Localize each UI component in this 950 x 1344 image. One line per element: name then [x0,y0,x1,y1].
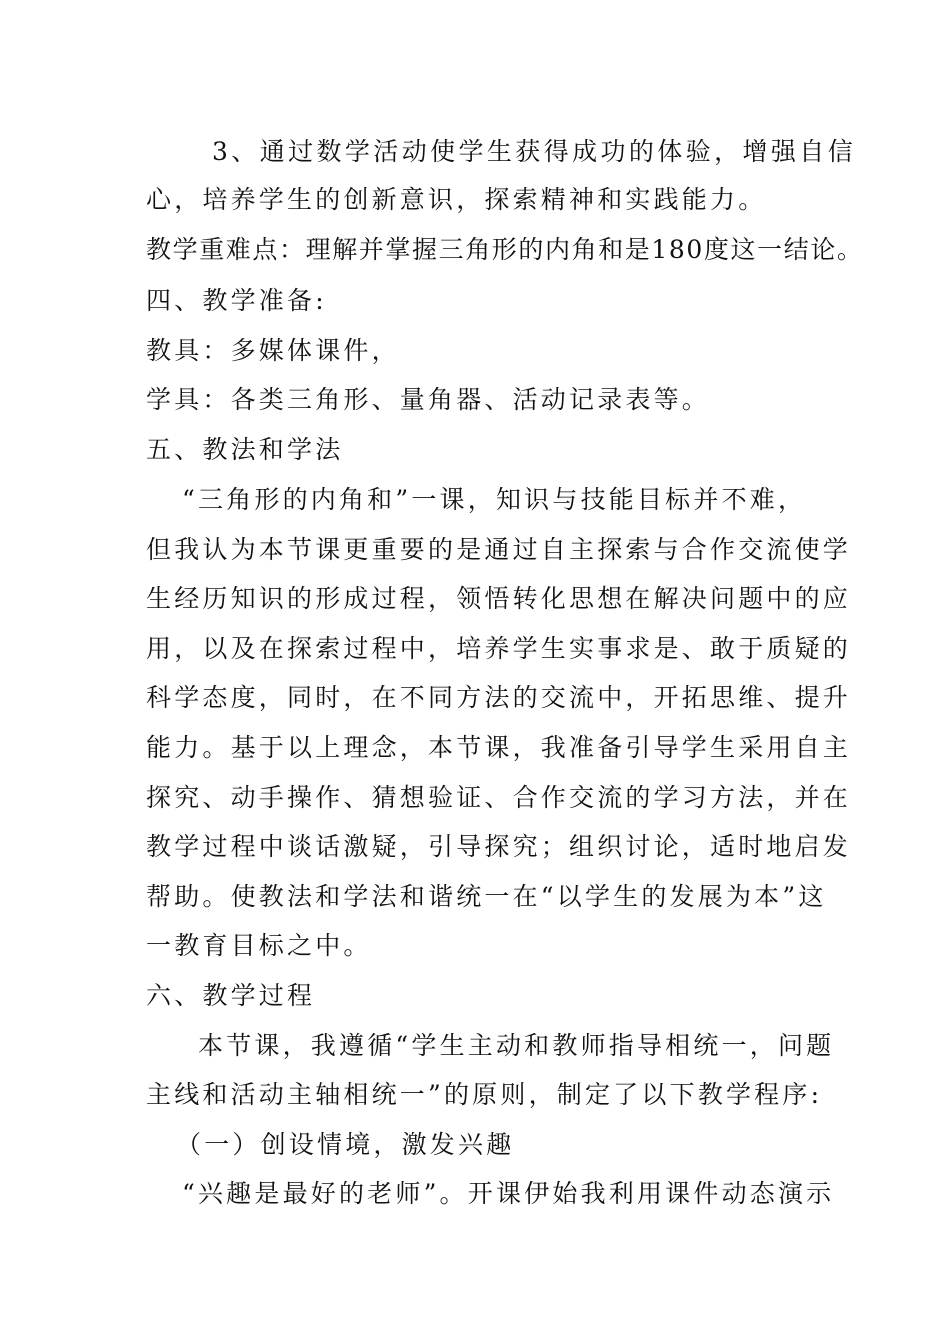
paragraph-line: 科学态度，同时，在不同方法的交流中，开拓思维、提升 [146,683,852,712]
paragraph-line: 3、通过数学活动使学生获得成功的体验，增强自信 [212,137,857,166]
paragraph-line: “三角形的内角和”一课，知识与技能目标并不难， [182,485,807,514]
paragraph-line: 本节课，我遵循“学生主动和教师指导相统一，问题 [198,1031,835,1060]
paragraph-line: 用，以及在探索过程中，培养学生实事求是、敢于质疑的 [146,634,852,663]
paragraph-line: 生经历知识的形成过程，领悟转化思想在解决问题中的应 [146,584,852,613]
subsection-heading: （一）创设情境，激发兴趣 [176,1130,515,1159]
paragraph-line: 主线和活动主轴相统一”的原则，制定了以下教学程序: [146,1080,823,1109]
paragraph-line: 探究、动手操作、猜想验证、合作交流的学习方法，并在 [146,783,852,812]
paragraph-line: 教具：多媒体课件， [146,336,400,365]
paragraph-line: 教学过程中谈话激疑，引导探究；组织讨论，适时地启发 [146,832,852,861]
paragraph-line: “兴趣是最好的老师”。开课伊始我利用课件动态演示 [182,1179,835,1208]
section-heading: 四、教学准备: [146,286,327,315]
paragraph-line: 学具：各类三角形、量角器、活动记录表等。 [146,385,711,414]
paragraph-line: 但我认为本节课更重要的是通过自主探索与合作交流使学 [146,535,852,564]
paragraph-line: 心，培养学生的创新意识，探索精神和实践能力。 [146,185,767,214]
section-heading: 六、教学过程 [146,981,316,1010]
paragraph-line: 能力。基于以上理念，本节课，我准备引导学生采用自主 [146,733,852,762]
paragraph-line: 帮助。使教法和学法和谐统一在“以学生的发展为本”这 [146,882,827,911]
section-heading: 五、教法和学法 [146,435,344,464]
paragraph-line: 一教育目标之中。 [146,931,372,960]
paragraph-line: 教学重难点：理解并掌握三角形的内角和是180度这一结论。 [146,235,864,264]
